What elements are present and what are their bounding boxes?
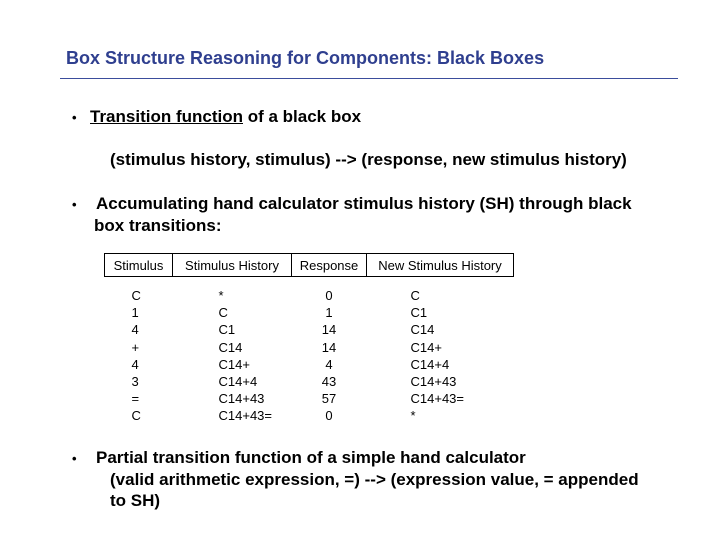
table-header-row (105, 254, 514, 277)
table-row (105, 304, 514, 321)
cell-new-stimulus-history: * (410, 408, 416, 424)
transition-table (104, 253, 514, 425)
header-stimulus-history: Stimulus History (173, 254, 292, 277)
cell-stimulus: + (131, 339, 140, 355)
cell-stimulus: 1 (131, 305, 139, 321)
cell-stimulus: = (131, 391, 140, 407)
slide-title: Box Structure Reasoning for Components: Black Boxes (66, 48, 545, 68)
cell-stimulus-history: C14+43 (218, 391, 265, 407)
cell-new-stimulus-history: C14+43 (410, 374, 457, 390)
header-response: Response (292, 254, 367, 277)
cell-response: 0 (325, 408, 333, 424)
cell-new-stimulus-history: C (410, 288, 420, 303)
cell-stimulus-history: C14 (218, 339, 243, 355)
table-row (105, 339, 514, 356)
cell-new-stimulus-history: C14+43= (410, 391, 464, 407)
table-row (105, 407, 514, 424)
cell-stimulus-history: C1 (218, 322, 236, 338)
cell-new-stimulus-history: C14+ (410, 339, 442, 355)
cell-stimulus: 4 (131, 322, 139, 338)
cell-response: 43 (321, 374, 337, 390)
bullet-1-marker: • (72, 110, 77, 125)
bullet-3-line-2: (valid arithmetic expression, =) --> (expression value, = appended (110, 470, 639, 489)
bullet-2-marker: • (72, 197, 77, 212)
cell-stimulus-history: C14+ (218, 356, 250, 372)
bullet-2-line-1: Accumulating hand calculator stimulus history (SH) through black (96, 194, 632, 213)
bullet-1-rest: of a black box (243, 107, 362, 126)
bullet-2-line-2: box transitions: (94, 216, 222, 235)
table-row (105, 356, 514, 373)
cell-stimulus: C (131, 288, 141, 303)
header-new-stimulus-history: New Stimulus History (367, 254, 514, 277)
cell-new-stimulus-history: C14 (410, 322, 435, 338)
cell-response: 14 (321, 322, 337, 338)
cell-new-stimulus-history: C14+4 (410, 356, 450, 372)
cell-stimulus: 4 (131, 356, 139, 372)
cell-stimulus-history: * (218, 288, 224, 303)
cell-response: 14 (321, 339, 337, 355)
bullet-3-line-1: Partial transition function of a simple hand calculator (96, 448, 526, 467)
cell-response: 4 (325, 356, 333, 372)
table-row (105, 277, 514, 305)
cell-stimulus-history: C14+4 (218, 374, 258, 390)
cell-response: 57 (321, 391, 337, 407)
header-stimulus: Stimulus (105, 254, 173, 277)
cell-stimulus: C (131, 408, 141, 424)
table-row (105, 321, 514, 338)
cell-response: 0 (325, 288, 333, 303)
cell-response: 1 (325, 305, 333, 321)
table-row (105, 373, 514, 390)
cell-stimulus: 3 (131, 374, 139, 390)
table-row (105, 390, 514, 407)
bullet-3-line-3: to SH) (110, 491, 161, 510)
cell-new-stimulus-history: C1 (410, 305, 428, 321)
bullet-1-detail: (stimulus history, stimulus) --> (response, new stimulus history) (110, 150, 627, 169)
bullet-3-marker: • (72, 451, 77, 466)
bullet-1-text (90, 107, 361, 127)
cell-stimulus-history: C14+43= (218, 408, 272, 424)
cell-stimulus-history: C (218, 305, 228, 321)
title-divider (60, 78, 678, 79)
bullet-1-emphasis: Transition function (90, 107, 243, 126)
table-body (105, 277, 514, 425)
